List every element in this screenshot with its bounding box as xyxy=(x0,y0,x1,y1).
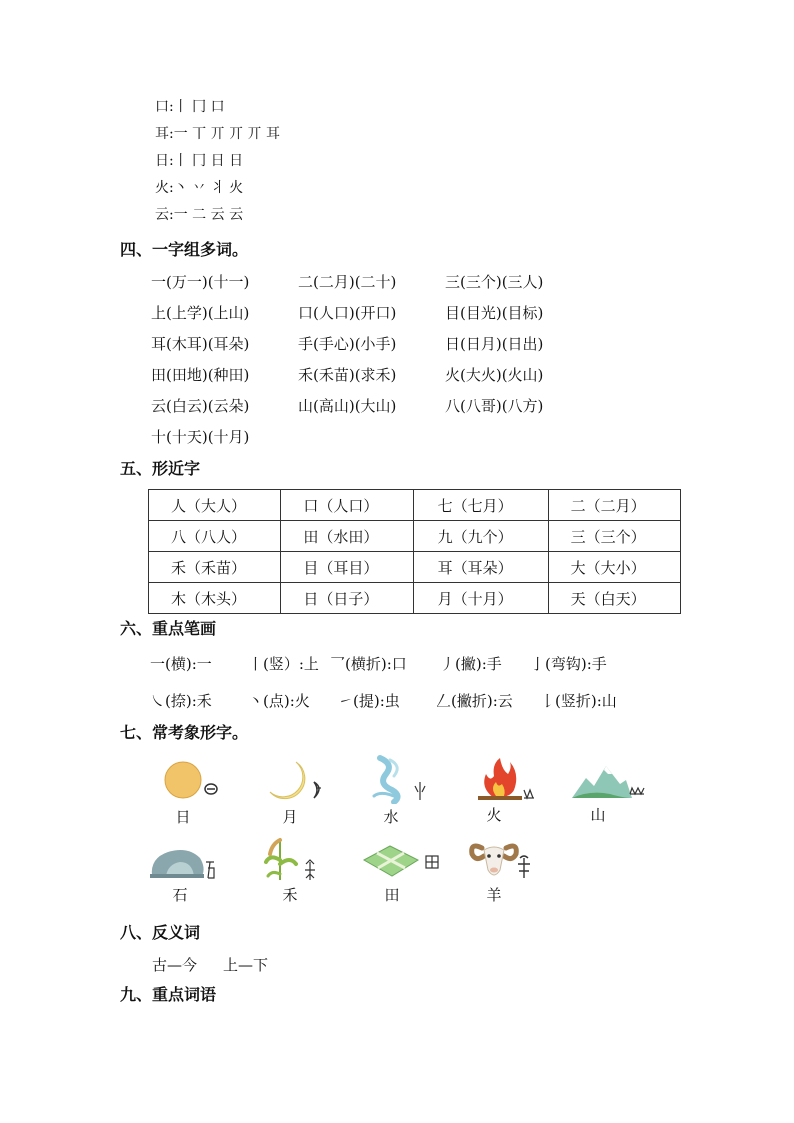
stroke-order-huo: 火:丶 丷 丬 火 xyxy=(155,180,244,196)
word-group: 三(三个)(三人) xyxy=(445,273,544,291)
section6-heading: 六、重点笔画 xyxy=(120,619,217,638)
mountain-icon xyxy=(570,760,646,802)
table-cell: 人（大人） xyxy=(149,490,281,521)
stroke-example: 丶(点):火 xyxy=(248,692,310,710)
pictograph-label: 水 xyxy=(383,808,399,826)
word-group: 手(手心)(小手) xyxy=(298,335,397,353)
table-cell: 二（二月） xyxy=(548,490,680,521)
stroke-example: 亅(弯钩):手 xyxy=(530,655,607,673)
table-row xyxy=(149,490,681,521)
pictograph-shi xyxy=(148,838,218,908)
goat-icon xyxy=(468,834,538,882)
word-group: 二(二月)(二十) xyxy=(298,273,397,291)
section8-heading: 八、反义词 xyxy=(120,923,201,942)
stroke-order-yun: 云:一 二 云 云 xyxy=(155,207,244,223)
sun-icon xyxy=(160,758,220,804)
stroke-order-ri: 日:丨 冂 日 日 xyxy=(155,153,244,169)
pictograph-he xyxy=(264,834,324,908)
grain-icon xyxy=(264,834,324,882)
stroke-example: 乛(横折):口 xyxy=(330,655,407,673)
table-cell: 口（人口） xyxy=(281,490,413,521)
table-cell: 耳（耳朵） xyxy=(413,552,548,583)
word-group: 十(十天)(十月) xyxy=(151,428,250,446)
section4-heading: 四、一字组多词。 xyxy=(120,240,249,259)
pictograph-label: 火 xyxy=(486,806,502,824)
table-row xyxy=(149,552,681,583)
word-group: 八(八哥)(八方) xyxy=(445,397,544,415)
antonym-pair: 上—下 xyxy=(223,956,269,974)
table-cell: 天（白天） xyxy=(548,583,680,614)
pictograph-huo xyxy=(474,756,538,830)
stroke-example: ㇀(提):虫 xyxy=(338,692,400,710)
table-row xyxy=(149,583,681,614)
word-group: 目(目光)(目标) xyxy=(445,304,544,322)
word-group: 山(高山)(大山) xyxy=(298,397,397,415)
table-cell: 九（九个） xyxy=(413,521,548,552)
word-group: 一(万一)(十一) xyxy=(151,273,250,291)
word-group: 日(日月)(日出) xyxy=(445,335,544,353)
pictograph-yang xyxy=(468,834,538,908)
section9-heading: 九、重点词语 xyxy=(120,985,217,1004)
word-group: 田(田地)(种田) xyxy=(151,366,250,384)
stroke-order-er: 耳:一 丅 丌 丌 丌 耳 xyxy=(155,126,280,142)
pictograph-label: 田 xyxy=(384,886,400,904)
pictograph-label: 日 xyxy=(175,808,191,826)
pictograph-tian xyxy=(360,842,442,908)
stroke-example: 𠄌(竖折):山 xyxy=(540,692,617,710)
stroke-example: 丿(撇):手 xyxy=(440,655,502,673)
field-icon xyxy=(360,842,442,882)
pictograph-shui xyxy=(368,754,434,830)
section5-heading: 五、形近字 xyxy=(120,459,201,478)
stroke-order-kou: 口:丨 冂 口 xyxy=(155,99,225,115)
word-group: 火(大火)(火山) xyxy=(445,366,544,384)
antonym-pair: 古—今 xyxy=(152,956,198,974)
similar-chars-table xyxy=(148,489,681,614)
word-group: 上(上学)(上山) xyxy=(151,304,250,322)
pictograph-label: 山 xyxy=(590,806,606,824)
word-group: 禾(禾苗)(求禾) xyxy=(298,366,397,384)
moon-icon xyxy=(266,758,332,804)
pictograph-label: 禾 xyxy=(282,886,298,904)
word-group: 耳(木耳)(耳朵) xyxy=(151,335,250,353)
stroke-example: 一(横):一 xyxy=(150,655,212,673)
table-cell: 月（十月） xyxy=(413,583,548,614)
pictograph-label: 月 xyxy=(282,808,298,826)
word-group: 云(白云)(云朵) xyxy=(151,397,250,415)
table-cell: 大（大小） xyxy=(548,552,680,583)
table-row xyxy=(149,521,681,552)
table-cell: 八（八人） xyxy=(149,521,281,552)
stroke-example: 𠃋(撇折):云 xyxy=(436,692,513,710)
fire-icon xyxy=(474,756,538,802)
table-cell: 三（三个） xyxy=(548,521,680,552)
stroke-example: ㇏(捺):禾 xyxy=(150,692,212,710)
table-cell: 目（耳目） xyxy=(281,552,413,583)
table-cell: 七（七月） xyxy=(413,490,548,521)
pictograph-ri xyxy=(160,758,220,828)
pictograph-label: 羊 xyxy=(486,886,502,904)
pictograph-label: 石 xyxy=(172,886,188,904)
stone-icon xyxy=(148,838,218,882)
word-group: 口(人口)(开口) xyxy=(298,304,397,322)
table-cell: 禾（禾苗） xyxy=(149,552,281,583)
pictograph-shan xyxy=(570,760,646,828)
table-cell: 日（日子） xyxy=(281,583,413,614)
pictograph-yue xyxy=(266,758,332,828)
stroke-example: 丨(竖）:上 xyxy=(248,655,319,673)
water-icon xyxy=(368,754,434,804)
table-cell: 田（水田） xyxy=(281,521,413,552)
section7-heading: 七、常考象形字。 xyxy=(120,723,249,742)
table-cell: 木（木头） xyxy=(149,583,281,614)
